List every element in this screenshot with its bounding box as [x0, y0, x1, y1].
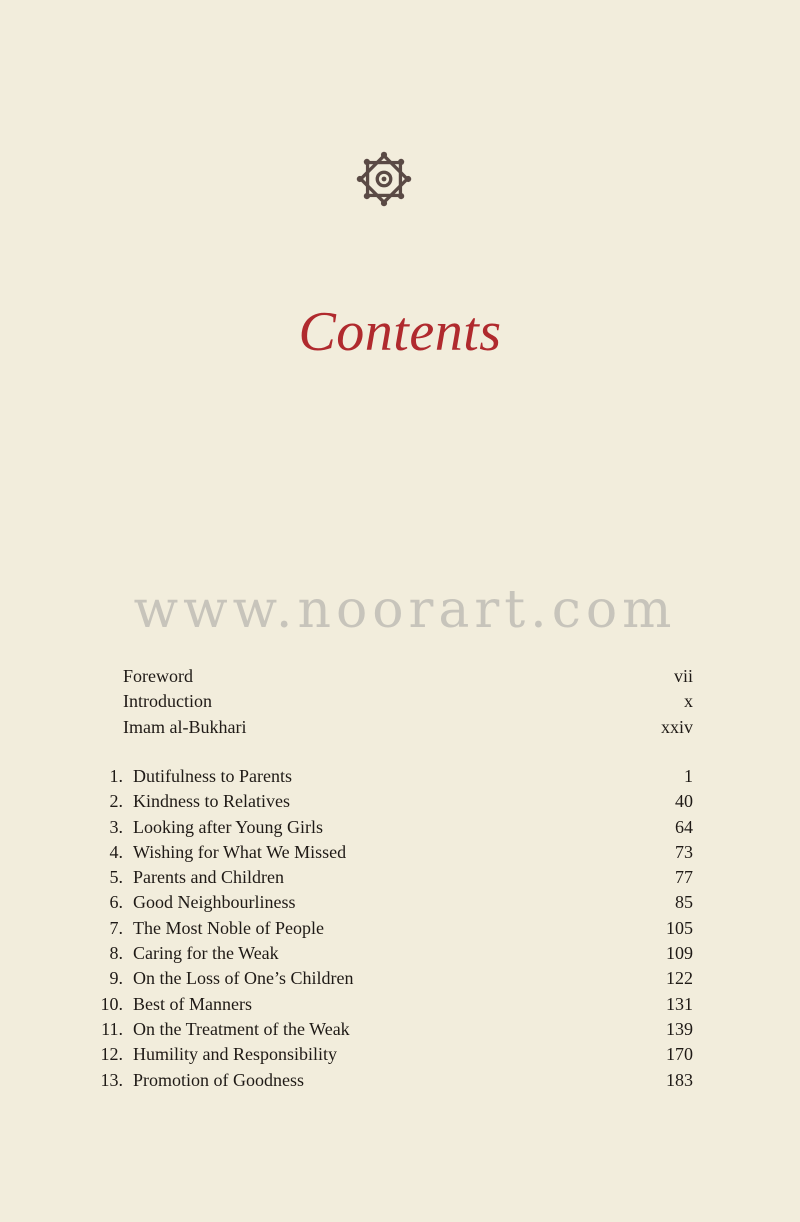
page-title: Contents [298, 301, 502, 363]
page-number: vii [673, 666, 693, 686]
toc-entry [123, 715, 693, 740]
page-number: 183 [666, 1069, 693, 1090]
page-number: 1 [684, 766, 693, 786]
toc-entry [85, 865, 693, 890]
chapter-number: 4. [109, 841, 123, 862]
chapter-number: 1. [109, 766, 123, 786]
chapter-number: 8. [109, 943, 123, 964]
chapter-number: 13. [100, 1069, 123, 1090]
toc-entry [85, 916, 693, 941]
chapter-number: 11. [101, 1018, 123, 1039]
toc-entry [85, 992, 693, 1017]
entry-title: The Most Noble of People [133, 917, 324, 938]
toc-entry [85, 890, 693, 915]
entry-title: Introduction [123, 691, 212, 712]
page-number: xxiv [660, 716, 693, 737]
toc-entry [123, 664, 693, 689]
page-number: 40 [675, 791, 693, 812]
watermark-text: www.noorart.com [133, 580, 677, 640]
page-number: 131 [666, 993, 693, 1014]
entry-title: Humility and Responsibility [133, 1044, 338, 1065]
page-number: 109 [666, 943, 693, 964]
toc-entry [85, 1042, 693, 1067]
entry-title: Parents and Children [133, 867, 284, 888]
toc-entry [85, 840, 693, 865]
page-number: 139 [666, 1018, 693, 1039]
chapter-number: 7. [109, 917, 123, 938]
toc-entry [85, 764, 693, 789]
page-number: 122 [666, 968, 693, 989]
chapter-number: 12. [100, 1044, 123, 1065]
chapter-number: 9. [109, 968, 123, 989]
toc-entry [85, 815, 693, 840]
toc-entry [85, 1017, 693, 1042]
entry-title: On the Loss of One’s Children [133, 968, 354, 989]
page-number: 170 [666, 1044, 693, 1065]
page-number: 64 [675, 816, 693, 837]
page-number: x [684, 691, 693, 712]
page-number: 105 [666, 917, 693, 938]
toc-entry [85, 966, 693, 991]
toc-entry [85, 1068, 693, 1093]
page-number: 77 [675, 867, 693, 888]
entry-title: Kindness to Relatives [133, 791, 290, 812]
entry-title: On the Treatment of the Weak [133, 1018, 350, 1039]
chapter-list [85, 764, 693, 1093]
entry-title: Looking after Young Girls [133, 816, 323, 837]
entry-title: Foreword [123, 666, 193, 686]
toc-entry [123, 689, 693, 714]
entry-title: Dutifulness to Parents [133, 766, 292, 786]
eight-point-star-ornament-icon [355, 150, 413, 208]
chapter-number: 2. [109, 791, 123, 812]
toc-entry [85, 941, 693, 966]
chapter-number: 5. [109, 867, 123, 888]
toc-entry [85, 789, 693, 814]
front-matter-list [123, 664, 693, 740]
page-number: 85 [675, 892, 693, 913]
entry-title: Promotion of Goodness [133, 1069, 304, 1090]
chapter-number: 3. [109, 816, 123, 837]
entry-title: Best of Manners [133, 993, 252, 1014]
chapter-number: 6. [109, 892, 123, 913]
page-number: 73 [675, 841, 693, 862]
entry-title: Imam al-Bukhari [123, 716, 247, 737]
entry-title: Good Neighbourliness [133, 892, 296, 913]
entry-title: Wishing for What We Missed [133, 841, 347, 862]
entry-title: Caring for the Weak [133, 943, 279, 964]
chapter-number: 10. [100, 993, 123, 1014]
